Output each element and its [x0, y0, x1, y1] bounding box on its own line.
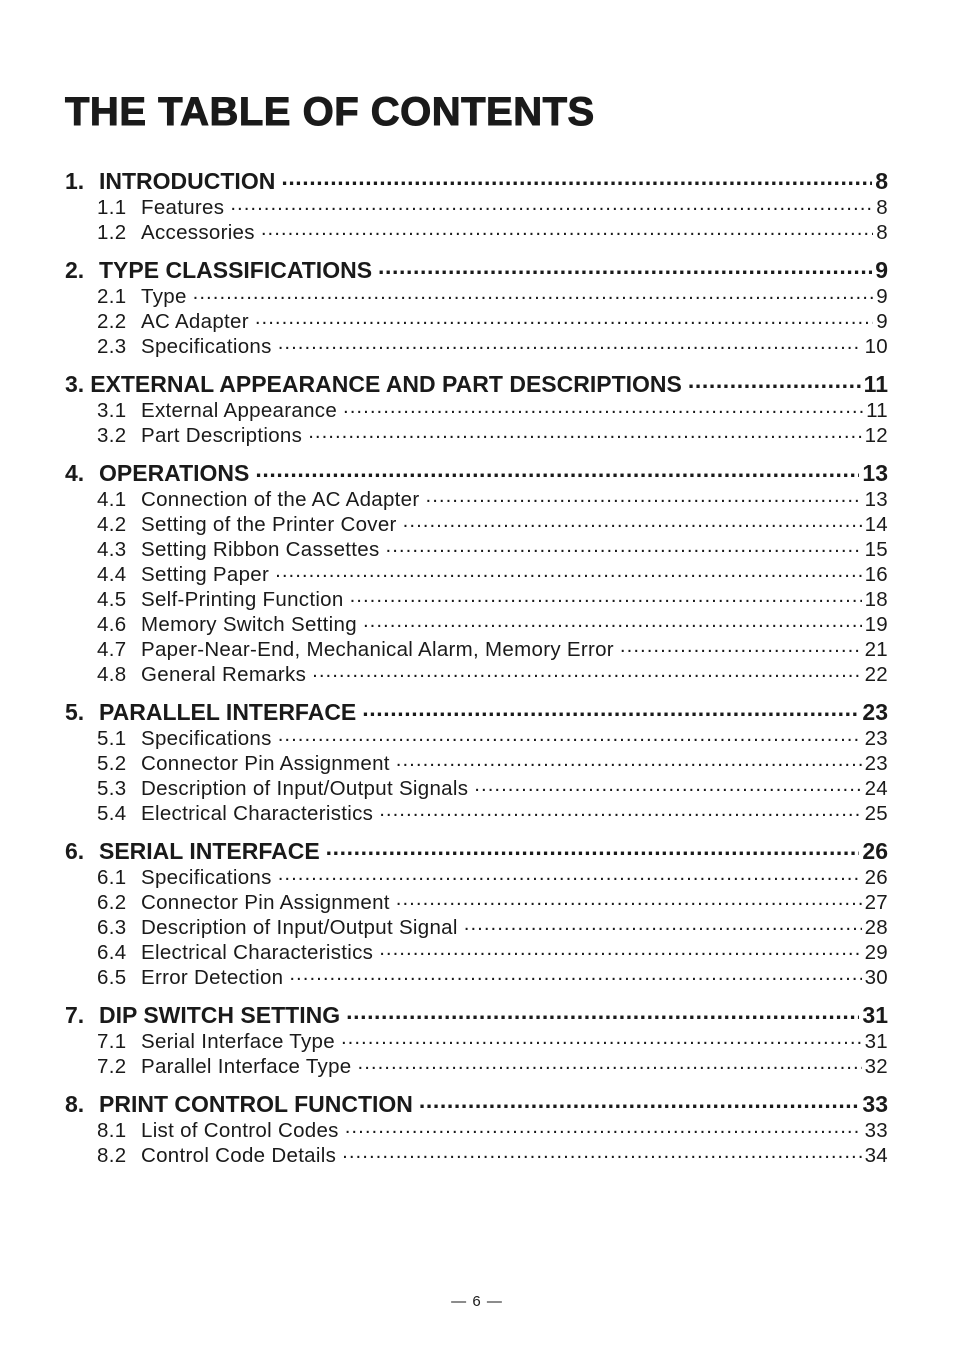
dot-leader: [403, 510, 862, 531]
subsection-page-number: 24: [864, 776, 888, 800]
subsection-number: 2.3: [97, 334, 127, 358]
subsection-title: Serial Interface Type: [141, 1029, 335, 1053]
subsection-number: 5.4: [97, 801, 127, 825]
toc-subsection-entry[interactable]: [65, 774, 888, 799]
subsection-page-number: 18: [864, 587, 888, 611]
subsection-number: 4.7: [97, 637, 127, 661]
subsection-title: Description of Input/Output Signal: [141, 915, 458, 939]
subsection-title: Accessories: [141, 220, 255, 244]
toc-list: [65, 166, 888, 1166]
subsection-number: 6.4: [97, 940, 127, 964]
toc-chapter-entry[interactable]: [65, 166, 888, 193]
toc-subsection-entry[interactable]: [65, 724, 888, 749]
subsection-number: 7.1: [97, 1029, 127, 1053]
toc-subsection-entry[interactable]: [65, 585, 888, 610]
dot-leader: [278, 863, 862, 884]
dot-leader: [426, 485, 862, 506]
toc-section: [65, 369, 888, 446]
subsection-title: List of Control Codes: [141, 1118, 339, 1142]
dot-leader: [342, 1141, 861, 1162]
chapter-page-number: 9: [875, 257, 888, 283]
subsection-page-number: 26: [864, 865, 888, 889]
toc-subsection-entry[interactable]: [65, 938, 888, 963]
subsection-page-number: 12: [864, 423, 888, 447]
dot-leader: [378, 255, 872, 278]
subsection-title: Paper-Near-End, Mechanical Alarm, Memory Error: [141, 637, 614, 661]
chapter-page-number: 31: [862, 1002, 888, 1028]
chapter-title: PARALLEL INTERFACE: [99, 699, 357, 725]
dot-leader: [474, 774, 861, 795]
chapter-page-number: 23: [862, 699, 888, 725]
dot-leader: [358, 1052, 862, 1073]
toc-subsection-entry[interactable]: [65, 610, 888, 635]
toc-subsection-entry[interactable]: [65, 799, 888, 824]
chapter-number: 6.: [65, 838, 85, 864]
chapter-page-number: 13: [862, 460, 888, 486]
toc-subsection-entry[interactable]: [65, 1116, 888, 1141]
subsection-title: Connection of the AC Adapter: [141, 487, 420, 511]
subsection-page-number: 34: [864, 1143, 888, 1167]
subsection-number: 4.1: [97, 487, 127, 511]
toc-subsection-entry[interactable]: [65, 888, 888, 913]
subsection-number: 2.1: [97, 284, 127, 308]
subsection-title: Setting Paper: [141, 562, 270, 586]
dot-leader: [275, 560, 861, 581]
dot-leader: [255, 307, 873, 328]
dot-leader: [193, 282, 874, 303]
dot-leader: [362, 697, 859, 720]
subsection-number: 4.4: [97, 562, 127, 586]
dot-leader: [346, 1000, 859, 1023]
dot-leader: [379, 938, 861, 959]
subsection-page-number: 9: [876, 309, 888, 333]
toc-subsection-entry[interactable]: [65, 913, 888, 938]
chapter-title: TYPE CLASSIFICATIONS: [99, 257, 373, 283]
chapter-title: EXTERNAL APPEARANCE AND PART DESCRIPTIONS: [90, 371, 682, 397]
subsection-number: 6.5: [97, 965, 127, 989]
subsection-number: 6.1: [97, 865, 127, 889]
dot-leader: [419, 1089, 860, 1112]
chapter-page-number: 8: [875, 168, 888, 194]
subsection-number: 8.1: [97, 1118, 127, 1142]
dot-leader: [341, 1027, 862, 1048]
toc-subsection-entry[interactable]: [65, 1141, 888, 1166]
toc-subsection-entry[interactable]: [65, 1027, 888, 1052]
subsection-page-number: 8: [876, 220, 888, 244]
toc-chapter-entry[interactable]: [65, 836, 888, 863]
dot-leader: [289, 963, 861, 984]
subsection-title: External Appearance: [141, 398, 338, 422]
toc-section: [65, 1000, 888, 1077]
page-number: — 6 —: [451, 1293, 503, 1310]
toc-subsection-entry[interactable]: [65, 660, 888, 685]
chapter-title: DIP SWITCH SETTING: [99, 1002, 341, 1028]
subsection-title: Error Detection: [141, 965, 284, 989]
subsection-page-number: 31: [864, 1029, 888, 1053]
subsection-number: 4.6: [97, 612, 127, 636]
subsection-page-number: 19: [864, 612, 888, 636]
subsection-page-number: 13: [864, 487, 888, 511]
subsection-page-number: 11: [866, 398, 888, 422]
toc-page: [65, 88, 888, 1178]
toc-subsection-entry[interactable]: [65, 1052, 888, 1077]
subsection-number: 5.2: [97, 751, 127, 775]
toc-section: [65, 458, 888, 685]
subsection-page-number: 15: [864, 537, 888, 561]
subsection-title: Specifications: [141, 726, 272, 750]
dot-leader: [345, 1116, 862, 1137]
dot-leader: [386, 535, 862, 556]
toc-subsection-entry[interactable]: [65, 635, 888, 660]
subsection-title: Setting Ribbon Cassettes: [141, 537, 380, 561]
dot-leader: [278, 724, 862, 745]
subsection-number: 1.2: [97, 220, 127, 244]
subsection-number: 2.2: [97, 309, 127, 333]
subsection-title: Setting of the Printer Cover: [141, 512, 397, 536]
subsection-page-number: 9: [876, 284, 888, 308]
subsection-title: Connector Pin Assignment: [141, 751, 390, 775]
chapter-number: 5.: [65, 699, 85, 725]
chapter-title: PRINT CONTROL FUNCTION: [99, 1091, 413, 1117]
dot-leader: [620, 635, 862, 656]
toc-section: [65, 255, 888, 357]
toc-section: [65, 836, 888, 988]
dot-leader: [278, 332, 862, 353]
subsection-page-number: 16: [864, 562, 888, 586]
subsection-page-number: 21: [864, 637, 888, 661]
subsection-number: 6.3: [97, 915, 127, 939]
dot-leader: [326, 836, 860, 859]
dot-leader: [261, 218, 873, 239]
subsection-number: 8.2: [97, 1143, 127, 1167]
subsection-title: Description of Input/Output Signals: [141, 776, 469, 800]
subsection-number: 3.1: [97, 398, 127, 422]
chapter-number: 7.: [65, 1002, 85, 1028]
toc-subsection-entry[interactable]: [65, 535, 888, 560]
toc-subsection-entry[interactable]: [65, 282, 888, 307]
chapter-number: 8.: [65, 1091, 85, 1117]
toc-subsection-entry[interactable]: [65, 485, 888, 510]
dot-leader: [363, 610, 862, 631]
dot-leader: [308, 421, 861, 442]
toc-subsection-entry[interactable]: [65, 510, 888, 535]
subsection-page-number: 27: [864, 890, 888, 914]
subsection-page-number: 25: [864, 801, 888, 825]
subsection-page-number: 32: [864, 1054, 888, 1078]
toc-chapter-entry[interactable]: [65, 369, 888, 396]
chapter-title: INTRODUCTION: [99, 168, 276, 194]
toc-chapter-entry[interactable]: [65, 1089, 888, 1116]
dot-leader: [688, 369, 861, 392]
subsection-title: Parallel Interface Type: [141, 1054, 352, 1078]
subsection-title: Specifications: [141, 865, 272, 889]
chapter-title: SERIAL INTERFACE: [99, 838, 320, 864]
subsection-title: Self-Printing Function: [141, 587, 344, 611]
subsection-title: Features: [141, 195, 225, 219]
subsection-number: 4.5: [97, 587, 127, 611]
dot-leader: [396, 749, 862, 770]
chapter-page-number: 33: [862, 1091, 888, 1117]
dot-leader: [281, 166, 872, 189]
subsection-number: 5.1: [97, 726, 127, 750]
subsection-number: 1.1: [97, 195, 127, 219]
subsection-title: Electrical Characteristics: [141, 940, 374, 964]
chapter-number: 2.: [65, 257, 85, 283]
subsection-page-number: 23: [864, 726, 888, 750]
dot-leader: [230, 193, 873, 214]
dot-leader: [350, 585, 862, 606]
toc-subsection-entry[interactable]: [65, 193, 888, 218]
toc-chapter-entry[interactable]: [65, 697, 888, 724]
subsection-page-number: 14: [864, 512, 888, 536]
toc-subsection-entry[interactable]: [65, 560, 888, 585]
subsection-title: Type: [141, 284, 187, 308]
subsection-number: 6.2: [97, 890, 127, 914]
subsection-title: Memory Switch Setting: [141, 612, 357, 636]
dot-leader: [379, 799, 861, 820]
subsection-number: 7.2: [97, 1054, 127, 1078]
subsection-title: General Remarks: [141, 662, 307, 686]
dot-leader: [464, 913, 862, 934]
subsection-number: 4.3: [97, 537, 127, 561]
toc-subsection-entry[interactable]: [65, 749, 888, 774]
subsection-page-number: 8: [876, 195, 888, 219]
subsection-title: Specifications: [141, 334, 272, 358]
toc-section: [65, 1089, 888, 1166]
toc-section: [65, 697, 888, 824]
subsection-page-number: 22: [864, 662, 888, 686]
subsection-number: 3.2: [97, 423, 127, 447]
toc-chapter-entry[interactable]: [65, 458, 888, 485]
toc-chapter-entry[interactable]: [65, 1000, 888, 1027]
toc-section: [65, 166, 888, 243]
chapter-number: 1.: [65, 168, 85, 194]
subsection-title: Control Code Details: [141, 1143, 337, 1167]
toc-subsection-entry[interactable]: [65, 963, 888, 988]
toc-subsection-entry[interactable]: [65, 863, 888, 888]
subsection-title: AC Adapter: [141, 309, 249, 333]
dot-leader: [396, 888, 862, 909]
page-title: THE TABLE OF CONTENTS: [65, 90, 595, 134]
subsection-page-number: 33: [864, 1118, 888, 1142]
toc-chapter-entry[interactable]: [65, 255, 888, 282]
chapter-number: 3.: [65, 371, 85, 397]
subsection-page-number: 23: [864, 751, 888, 775]
chapter-page-number: 11: [863, 371, 888, 397]
chapter-page-number: 26: [862, 838, 888, 864]
chapter-title: OPERATIONS: [99, 460, 250, 486]
dot-leader: [343, 396, 863, 417]
chapter-number: 4.: [65, 460, 85, 486]
subsection-number: 5.3: [97, 776, 127, 800]
toc-subsection-entry[interactable]: [65, 218, 888, 243]
toc-subsection-entry[interactable]: [65, 396, 888, 421]
dot-leader: [255, 458, 859, 481]
subsection-page-number: 29: [864, 940, 888, 964]
subsection-title: Electrical Characteristics: [141, 801, 374, 825]
subsection-title: Connector Pin Assignment: [141, 890, 390, 914]
toc-subsection-entry[interactable]: [65, 421, 888, 446]
subsection-number: 4.8: [97, 662, 127, 686]
subsection-page-number: 30: [864, 965, 888, 989]
toc-subsection-entry[interactable]: [65, 307, 888, 332]
subsection-page-number: 28: [864, 915, 888, 939]
subsection-page-number: 10: [864, 334, 888, 358]
dot-leader: [312, 660, 861, 681]
toc-subsection-entry[interactable]: [65, 332, 888, 357]
subsection-number: 4.2: [97, 512, 127, 536]
subsection-title: Part Descriptions: [141, 423, 303, 447]
